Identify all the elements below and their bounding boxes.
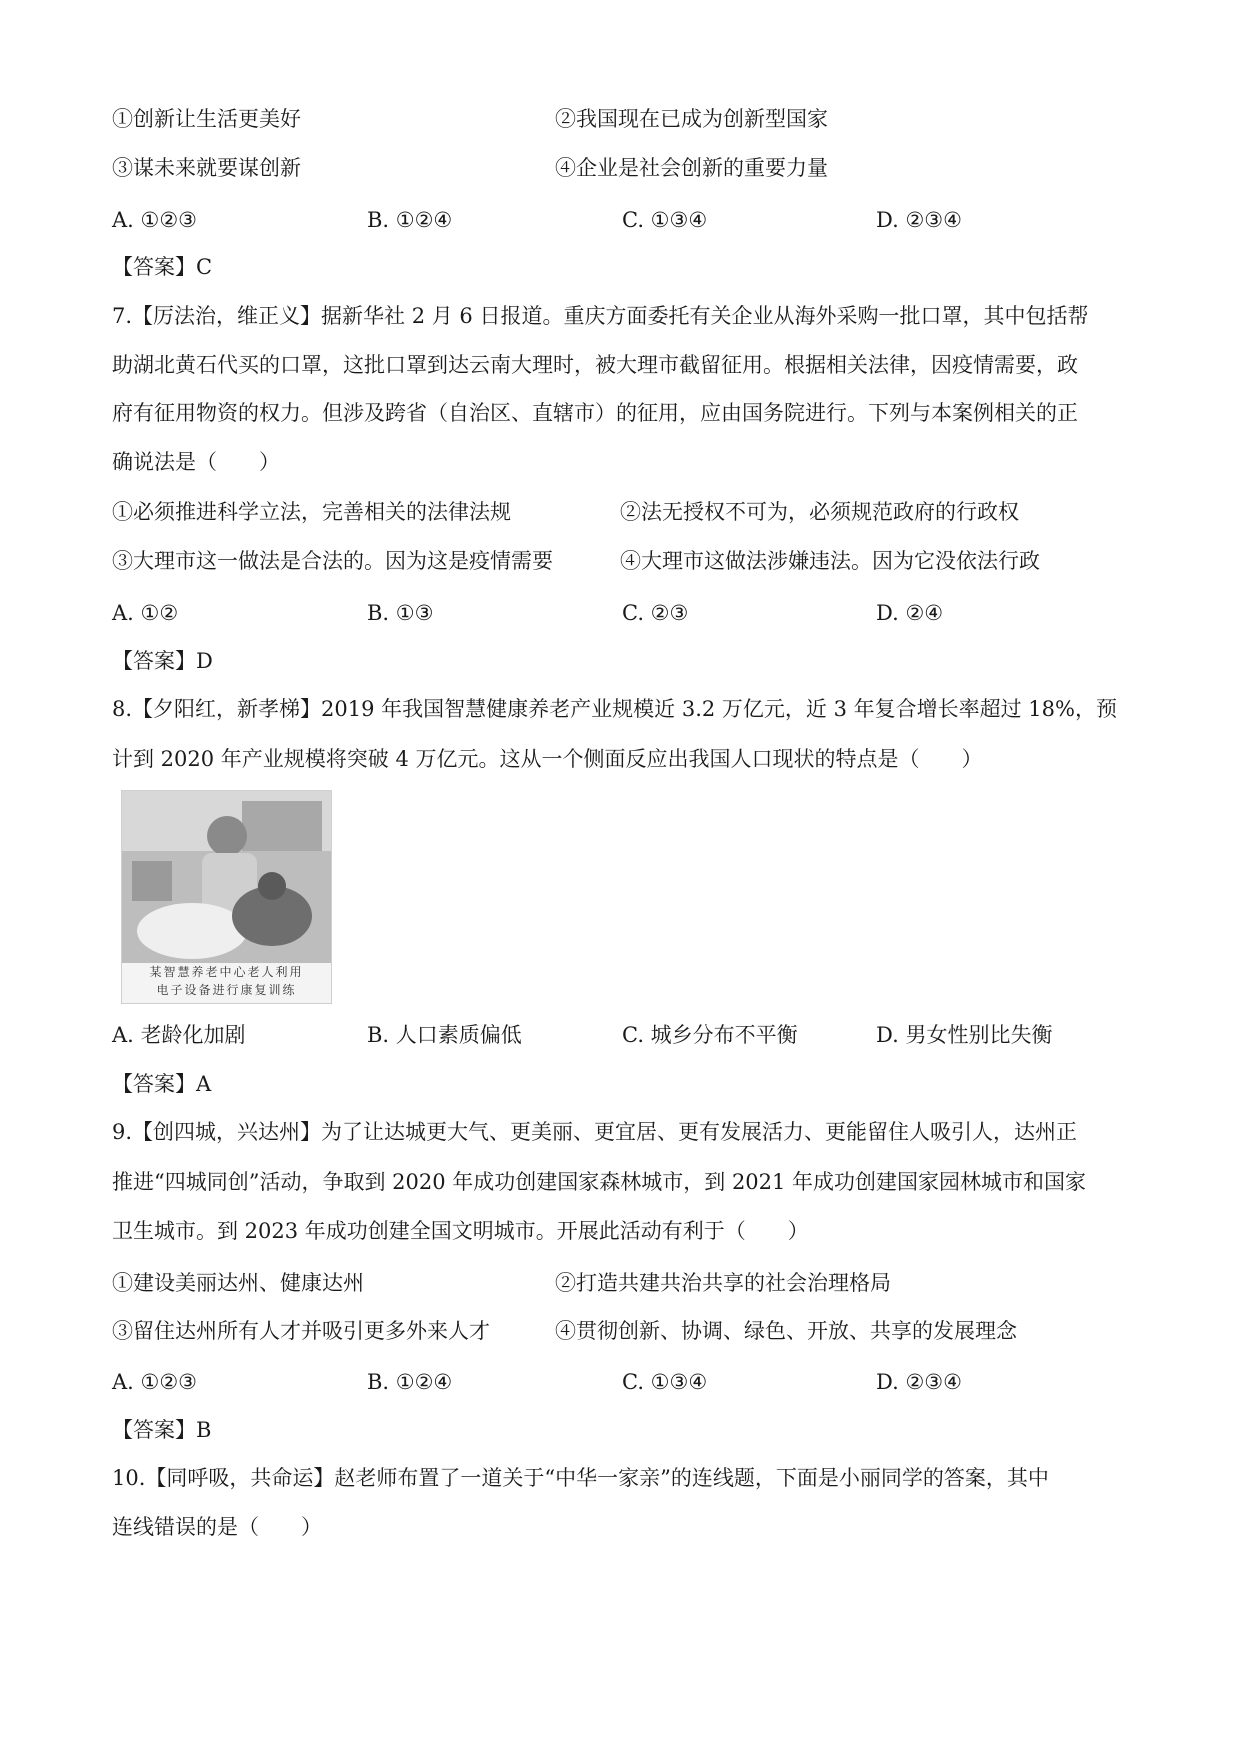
choice-a: A. ①②③ <box>112 208 197 232</box>
q9-option-4: ④贯彻创新、协调、绿色、开放、共享的发展理念 <box>555 1319 1017 1343</box>
q7-option-1: ①必须推进科学立法，完善相关的法律法规 <box>112 500 511 524</box>
choice-b: B. ①②④ <box>367 208 453 232</box>
q9-option-2: ②打造共建共治共享的社会治理格局 <box>555 1271 891 1295</box>
photo-image <box>122 791 331 963</box>
q9-stem-line-1: 9.【创四城，兴达州】为了让达城更大气、更美丽、更宜居、更有发展活力、更能留住人吸引人，达州正 <box>112 1120 1078 1144</box>
caption-line-1: 某智慧养老中心老人利用 <box>149 965 304 979</box>
choice-c: C. ①③④ <box>622 208 708 232</box>
caption-line-2: 电子设备进行康复训练 <box>156 983 297 997</box>
q7-option-2: ②法无授权不可为，必须规范政府的行政权 <box>620 500 1019 524</box>
elderly-rehab-photo <box>121 790 332 1004</box>
q7-stem-line-3: 府有征用物资的权力。但涉及跨省（自治区、直辖市）的征用，应由国务院进行。下列与本案例相关的正 <box>112 401 1078 425</box>
option-2: ②我国现在已成为创新型国家 <box>555 107 828 131</box>
q10-stem-line-1: 10.【同呼吸，共命运】赵老师布置了一道关于“中华一家亲”的连线题，下面是小丽同学的答案，其中 <box>112 1466 1049 1490</box>
q7-stem-line-2: 助湖北黄石代买的口罩，这批口罩到达云南大理时，被大理市截留征用。根据相关法律，因疫情需要，政 <box>112 353 1078 377</box>
q9-choice-c: C. ①③④ <box>622 1370 708 1394</box>
choice-d: D. ②③④ <box>876 208 962 232</box>
option-4: ④企业是社会创新的重要力量 <box>555 156 828 180</box>
q8-choice-c: C. 城乡分布不平衡 <box>622 1023 798 1047</box>
option-1: ①创新让生活更美好 <box>112 107 301 131</box>
q8-choice-a: A. 老龄化加剧 <box>112 1023 246 1047</box>
q9-stem-line-3: 卫生城市。到 2023 年成功创建全国文明城市。开展此活动有利于（ ） <box>112 1219 809 1243</box>
q9-choice-d: D. ②③④ <box>876 1370 962 1394</box>
q7-choice-d: D. ②④ <box>876 601 944 625</box>
answer: 【答案】C <box>112 255 213 279</box>
q9-choice-b: B. ①②④ <box>367 1370 453 1394</box>
q7-choice-b: B. ①③ <box>367 601 434 625</box>
q9-option-1: ①建设美丽达州、健康达州 <box>112 1271 364 1295</box>
q7-choice-a: A. ①② <box>112 601 179 625</box>
q9-stem-line-2: 推进“四城同创”活动，争取到 2020 年成功创建国家森林城市，到 2021 年成功创建国家园林城市和国家 <box>112 1170 1087 1194</box>
q7-stem-line-4: 确说法是（ ） <box>112 450 280 474</box>
q9-choice-a: A. ①②③ <box>112 1370 197 1394</box>
q10-stem-line-2: 连线错误的是（ ） <box>112 1515 322 1539</box>
photo-caption <box>122 963 331 1003</box>
q9-answer: 【答案】B <box>112 1418 212 1442</box>
q9-option-3: ③留住达州所有人才并吸引更多外来人才 <box>112 1319 490 1343</box>
q8-stem-line-2: 计到 2020 年产业规模将突破 4 万亿元。这从一个侧面反应出我国人口现状的特点是（ ） <box>112 747 983 771</box>
option-3: ③谋未来就要谋创新 <box>112 156 301 180</box>
q7-answer: 【答案】D <box>112 649 213 673</box>
q7-option-4: ④大理市这做法涉嫌违法。因为它没依法行政 <box>620 549 1040 573</box>
q7-option-3: ③大理市这一做法是合法的。因为这是疫情需要 <box>112 549 553 573</box>
q7-choice-c: C. ②③ <box>622 601 689 625</box>
q8-stem-line-1: 8.【夕阳红，新孝梯】2019 年我国智慧健康养老产业规模近 3.2 万亿元，近 3 年复合增长率超过 18%，预 <box>112 697 1117 721</box>
q7-stem-line-1: 7.【厉法治，维正义】据新华社 2 月 6 日报道。重庆方面委托有关企业从海外采购一批口罩，其中包括帮 <box>112 304 1089 328</box>
q8-choice-b: B. 人口素质偏低 <box>367 1023 522 1047</box>
q8-choice-d: D. 男女性别比失衡 <box>876 1023 1053 1047</box>
q8-answer: 【答案】A <box>112 1072 212 1096</box>
